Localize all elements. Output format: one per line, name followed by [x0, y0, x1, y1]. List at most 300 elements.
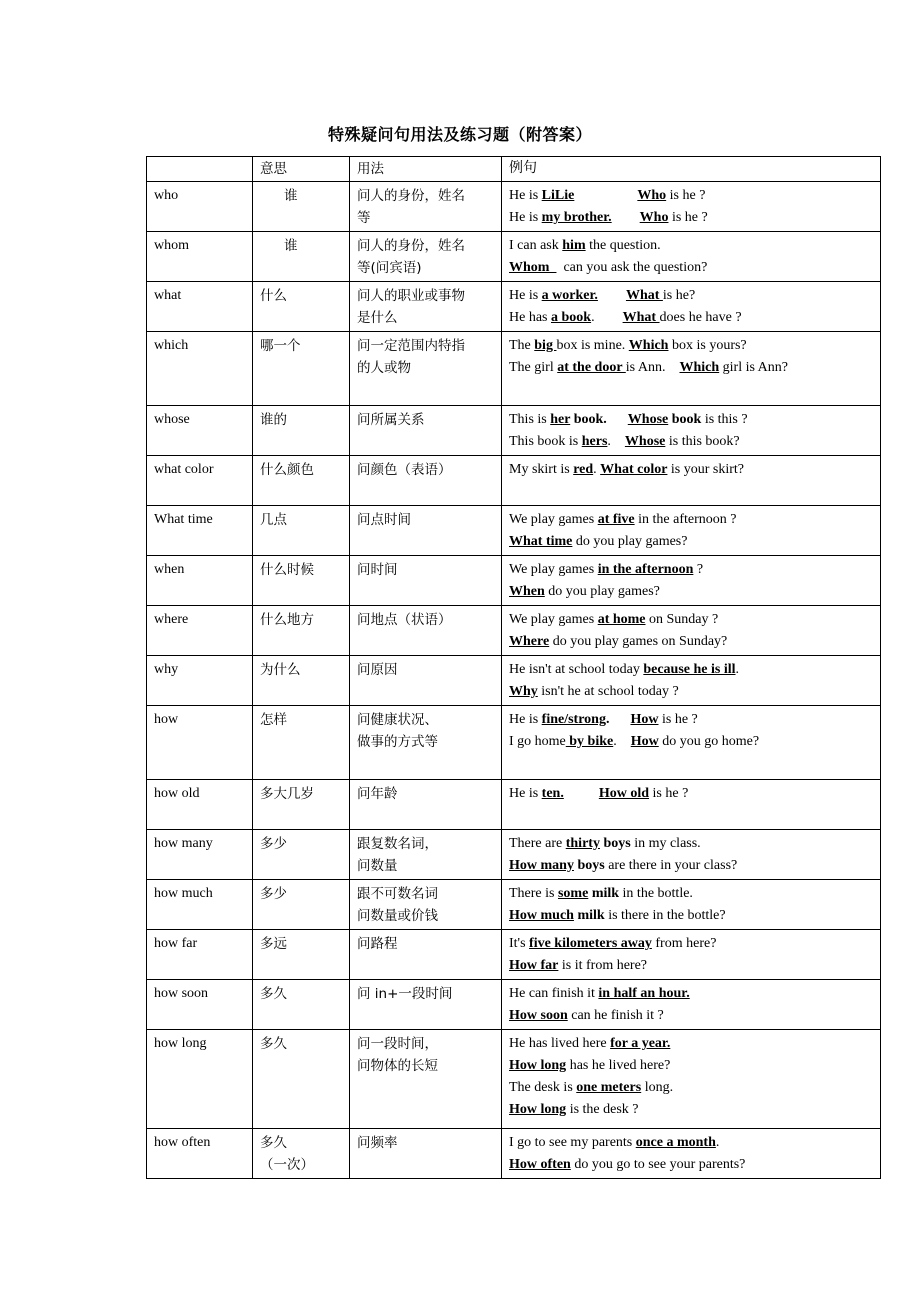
example-text: in the bottle. [619, 886, 693, 901]
usage-line: 问 in+一段时间 [357, 986, 453, 1002]
example-sentence [509, 459, 873, 481]
example-sentence [509, 285, 873, 307]
usage-cell [350, 706, 502, 780]
question-word: who [147, 182, 253, 232]
usage-line: 问时间 [357, 562, 398, 578]
meaning-text: 多久 [260, 1036, 287, 1052]
example-sentence [509, 1077, 873, 1099]
example-text: . [715, 1135, 720, 1150]
example-sentence [509, 855, 873, 877]
example-text: He has lived here [509, 1036, 611, 1051]
usage-line: 问地点（状语） [357, 612, 452, 628]
example-sentence [509, 955, 873, 977]
example-text: is this ? [701, 412, 748, 427]
meaning-text: 什么颜色 [260, 462, 314, 478]
answer-highlight: Whose [624, 434, 666, 449]
table-row [147, 406, 881, 456]
meaning-text: 谁 [284, 188, 298, 204]
answer-highlight: thirty [565, 836, 600, 851]
question-word: where [147, 606, 253, 656]
example-sentence [509, 409, 873, 431]
meaning-text: 怎样 [260, 712, 287, 728]
question-word: how [147, 706, 253, 780]
example-cell [502, 980, 881, 1030]
question-word: what [147, 282, 253, 332]
header-cell: 意思 [253, 157, 350, 182]
example-text: He is [509, 288, 542, 303]
example-cell [502, 606, 881, 656]
question-word: whose [147, 406, 253, 456]
answer-highlight: Which [628, 338, 669, 353]
example-text: is he ? [658, 712, 698, 727]
answer-highlight: red [573, 462, 594, 477]
answer-highlight: Whom [509, 260, 557, 275]
page-title: 特殊疑问句用法及练习题（附答案） [327, 125, 592, 144]
meaning-cell [253, 1030, 350, 1129]
example-cell [502, 556, 881, 606]
example-text: is this book? [665, 434, 740, 449]
example-text: is the desk ? [566, 1102, 639, 1117]
example-text: milk [573, 908, 605, 923]
table-row [147, 1030, 881, 1129]
meaning-cell [253, 830, 350, 880]
example-sentence [509, 883, 873, 905]
answer-highlight: for a year. [610, 1036, 671, 1051]
example-text: . [591, 310, 623, 325]
answer-highlight: How long [509, 1102, 567, 1117]
example-cell [502, 780, 881, 830]
usage-line: 问人的身份，姓名 [357, 238, 465, 254]
example-cell [502, 1129, 881, 1179]
example-sentence [509, 833, 873, 855]
example-text: The [509, 338, 535, 353]
example-cell [502, 506, 881, 556]
answer-highlight: at the door [557, 360, 626, 375]
answer-highlight: Who [639, 210, 669, 225]
usage-cell [350, 182, 502, 232]
example-text: is it from here? [558, 958, 648, 973]
usage-cell [350, 980, 502, 1030]
meaning-text: 几点 [260, 512, 287, 528]
usage-line: 问颜色（表语） [357, 462, 452, 478]
example-sentence [509, 681, 873, 703]
answer-highlight: her [550, 412, 571, 427]
answer-highlight: What [625, 288, 663, 303]
answer-highlight: him [562, 238, 586, 253]
meaning-cell [253, 1129, 350, 1179]
example-text: can you ask the question? [556, 260, 708, 275]
example-cell [502, 656, 881, 706]
table-row [147, 556, 881, 606]
usage-line: 等 [357, 210, 371, 226]
example-text: It's [509, 936, 530, 951]
usage-cell [350, 656, 502, 706]
table-row [147, 282, 881, 332]
question-word: how often [147, 1129, 253, 1179]
usage-line: 问一定范围内特指 [357, 338, 465, 354]
example-text: boys [573, 858, 605, 873]
example-text: are there in your class? [604, 858, 738, 873]
answer-highlight: How old [598, 786, 650, 801]
usage-line: 问一段时间， [357, 1036, 438, 1052]
example-text: book [668, 412, 702, 427]
answer-highlight: How many [509, 858, 574, 873]
answer-highlight: Who [637, 188, 667, 203]
example-text: . [607, 434, 625, 449]
example-sentence [509, 659, 873, 681]
usage-cell [350, 556, 502, 606]
example-text: He is [509, 712, 542, 727]
answer-highlight: How [630, 734, 659, 749]
example-text: This book is [509, 434, 582, 449]
table-row [147, 830, 881, 880]
example-text: My skirt is [509, 462, 574, 477]
example-text: is your skirt? [667, 462, 745, 477]
answer-highlight: my brother. [541, 210, 612, 225]
answer-highlight: big [534, 338, 557, 353]
meaning-cell [253, 232, 350, 282]
example-text: milk [588, 886, 620, 901]
question-word: why [147, 656, 253, 706]
usage-line: 问人的职业或事物 [357, 288, 465, 304]
question-word: how many [147, 830, 253, 880]
header-row [147, 157, 881, 182]
example-text: the question. [585, 238, 661, 253]
usage-cell [350, 406, 502, 456]
table-row [147, 182, 881, 232]
answer-highlight: How far [509, 958, 559, 973]
table-row [147, 930, 881, 980]
example-text: on Sunday ? [645, 612, 719, 627]
example-text: . [735, 662, 740, 677]
answer-highlight: in the afternoon [597, 562, 694, 577]
example-text: box is mine. [556, 338, 629, 353]
usage-cell [350, 232, 502, 282]
example-sentence [509, 559, 873, 581]
table-row [147, 456, 881, 506]
usage-line: 问路程 [357, 936, 398, 952]
usage-cell [350, 1030, 502, 1129]
example-text: . [593, 462, 601, 477]
example-sentence [509, 1033, 873, 1055]
example-text: do you play games? [544, 584, 660, 599]
meaning-cell [253, 556, 350, 606]
example-sentence [509, 609, 873, 631]
example-text [598, 288, 626, 303]
example-text: ? [693, 562, 704, 577]
example-text: He is [509, 210, 542, 225]
header-cell: 例句 [502, 157, 881, 182]
question-word: which [147, 332, 253, 406]
example-text: is he ? [666, 188, 706, 203]
example-text: has he lived here? [566, 1058, 671, 1073]
answer-highlight: How often [509, 1157, 571, 1172]
answer-highlight: What color [600, 462, 668, 477]
meaning-text: 多大几岁 [260, 786, 314, 802]
example-text: He is [509, 786, 542, 801]
example-sentence [509, 431, 873, 453]
usage-line: 问原因 [357, 662, 398, 678]
table-row [147, 606, 881, 656]
answer-highlight: ten. [541, 786, 564, 801]
question-word: whom [147, 232, 253, 282]
table-row [147, 506, 881, 556]
example-text: He has [509, 310, 551, 325]
example-text: box is yours? [668, 338, 747, 353]
example-text [612, 210, 640, 225]
table-row [147, 880, 881, 930]
answer-highlight: How long [509, 1058, 567, 1073]
answer-highlight: fine/strong [541, 712, 606, 727]
example-text: is there in the bottle? [604, 908, 726, 923]
example-cell [502, 830, 881, 880]
example-text: can he finish it ? [567, 1008, 664, 1023]
meaning-text: 多少 [260, 836, 287, 852]
meaning-text: 哪一个 [260, 338, 301, 354]
example-text: There is [509, 886, 558, 901]
usage-cell [350, 830, 502, 880]
usage-line: 的人或物 [357, 360, 411, 376]
example-text: He isn't at school today [509, 662, 644, 677]
meaning-text: 谁 [284, 238, 298, 254]
meaning-cell [253, 606, 350, 656]
example-sentence [509, 783, 873, 805]
example-sentence [509, 1132, 873, 1154]
example-text: . [613, 734, 631, 749]
table-row [147, 980, 881, 1030]
example-sentence [509, 257, 873, 279]
usage-cell [350, 332, 502, 406]
meaning-cell [253, 282, 350, 332]
example-sentence [509, 357, 873, 379]
example-text: girl is Ann? [719, 360, 789, 375]
table-row [147, 1129, 881, 1179]
usage-cell [350, 1129, 502, 1179]
example-sentence [509, 335, 873, 357]
meaning-text: 谁的 [260, 412, 287, 428]
question-words-table [146, 156, 881, 1179]
answer-highlight: one meters [576, 1080, 642, 1095]
usage-line: 做事的方式等 [357, 734, 438, 750]
table-row [147, 706, 881, 780]
question-word: What time [147, 506, 253, 556]
meaning-text: 什么时候 [260, 562, 314, 578]
example-text: isn't he at school today ? [537, 684, 679, 699]
usage-line: 跟不可数名词 [357, 886, 438, 902]
example-text [574, 188, 637, 203]
meaning-cell [253, 880, 350, 930]
example-sentence [509, 1099, 873, 1121]
example-text: I can ask [509, 238, 563, 253]
meaning-cell [253, 406, 350, 456]
question-word: when [147, 556, 253, 606]
answer-highlight: How [630, 712, 659, 727]
example-text: I go home [509, 734, 566, 749]
usage-line: 问物体的长短 [357, 1058, 438, 1074]
answer-highlight: How much [509, 908, 574, 923]
meaning-cell [253, 456, 350, 506]
answer-highlight: because he is ill [643, 662, 736, 677]
table-row [147, 780, 881, 830]
usage-line: 问所属关系 [357, 412, 425, 428]
question-word: how long [147, 1030, 253, 1129]
table-row [147, 232, 881, 282]
meaning-text: 多远 [260, 936, 287, 952]
example-text [607, 412, 628, 427]
usage-cell [350, 506, 502, 556]
answer-highlight: When [509, 584, 545, 599]
example-sentence [509, 509, 873, 531]
meaning-text: 什么 [260, 288, 287, 304]
example-text: do you play games on Sunday? [549, 634, 728, 649]
meaning-cell [253, 930, 350, 980]
table-row [147, 332, 881, 406]
question-word: how old [147, 780, 253, 830]
answer-highlight: What time [509, 534, 573, 549]
usage-line: 是什么 [357, 310, 398, 326]
answer-highlight: What [622, 310, 660, 325]
answer-highlight: some [557, 886, 589, 901]
answer-highlight: five kilometers away [529, 936, 652, 951]
answer-highlight: Where [509, 634, 550, 649]
example-text: He is [509, 188, 542, 203]
example-sentence [509, 531, 873, 553]
usage-cell [350, 780, 502, 830]
example-cell [502, 706, 881, 780]
answer-highlight: LiLie [541, 188, 575, 203]
example-text: do you play games? [572, 534, 688, 549]
example-cell [502, 880, 881, 930]
answer-highlight: Whose [627, 412, 669, 427]
example-text: book. [570, 412, 607, 427]
answer-highlight: by bike [565, 734, 614, 749]
usage-line: 问年龄 [357, 786, 398, 802]
example-sentence [509, 709, 873, 731]
answer-highlight: Why [509, 684, 538, 699]
answer-highlight: hers [581, 434, 608, 449]
example-cell [502, 456, 881, 506]
example-text: The desk is [509, 1080, 577, 1095]
example-text: I go to see my parents [509, 1135, 636, 1150]
example-text: long. [641, 1080, 674, 1095]
meaning-cell [253, 182, 350, 232]
meaning-text: 为什么 [260, 662, 301, 678]
question-word: how much [147, 880, 253, 930]
example-text: in the afternoon ? [634, 512, 737, 527]
example-text: is he ? [649, 786, 689, 801]
example-sentence [509, 905, 873, 927]
meaning-cell [253, 656, 350, 706]
answer-highlight: in half an hour. [598, 986, 690, 1001]
example-cell [502, 332, 881, 406]
usage-cell [350, 880, 502, 930]
example-sentence [509, 235, 873, 257]
example-text: We play games [509, 562, 598, 577]
example-text: do you go to see your parents? [570, 1157, 746, 1172]
answer-highlight: a book [551, 310, 592, 325]
usage-line: 等(问宾语) [357, 260, 422, 276]
example-text: does he have ? [659, 310, 742, 325]
example-sentence [509, 983, 873, 1005]
example-cell [502, 1030, 881, 1129]
example-cell [502, 282, 881, 332]
example-sentence [509, 307, 873, 329]
usage-line: 问健康状况、 [357, 712, 438, 728]
example-text: boys [599, 836, 631, 851]
example-text: is he ? [668, 210, 708, 225]
example-sentence [509, 731, 873, 753]
meaning-text: 多久 [260, 986, 287, 1002]
usage-line: 问数量或价钱 [357, 908, 438, 924]
example-cell [502, 406, 881, 456]
example-text: do you go home? [658, 734, 760, 749]
meaning-text: 多久 （一次） [260, 1135, 314, 1173]
table-row [147, 656, 881, 706]
usage-cell [350, 282, 502, 332]
example-sentence [509, 185, 873, 207]
question-word: how far [147, 930, 253, 980]
example-cell [502, 232, 881, 282]
example-text: in my class. [630, 836, 701, 851]
example-sentence [509, 581, 873, 603]
example-text: is he? [662, 288, 696, 303]
example-sentence [509, 1055, 873, 1077]
meaning-cell [253, 780, 350, 830]
usage-line: 问数量 [357, 858, 398, 874]
usage-cell [350, 456, 502, 506]
example-text: We play games [509, 612, 598, 627]
example-sentence [509, 933, 873, 955]
example-text: from here? [651, 936, 717, 951]
usage-line: 问人的身份，姓名 [357, 188, 465, 204]
example-text: is Ann. [625, 360, 680, 375]
example-text [564, 786, 599, 801]
example-text [609, 712, 630, 727]
example-text: . [605, 712, 610, 727]
answer-highlight: at home [597, 612, 646, 627]
answer-highlight: How soon [509, 1008, 568, 1023]
header-cell [147, 157, 253, 182]
meaning-cell [253, 980, 350, 1030]
example-sentence [509, 1154, 873, 1176]
usage-line: 问频率 [357, 1135, 398, 1151]
example-sentence [509, 207, 873, 229]
example-text: This is [509, 412, 551, 427]
header-cell: 用法 [350, 157, 502, 182]
answer-highlight: Which [679, 360, 720, 375]
example-text: The girl [509, 360, 558, 375]
answer-highlight: a worker. [541, 288, 598, 303]
usage-line: 问点时间 [357, 512, 411, 528]
answer-highlight: once a month [635, 1135, 716, 1150]
meaning-cell [253, 332, 350, 406]
usage-cell [350, 930, 502, 980]
example-cell [502, 182, 881, 232]
question-word: what color [147, 456, 253, 506]
answer-highlight: at five [597, 512, 635, 527]
example-text: We play games [509, 512, 598, 527]
example-sentence [509, 1005, 873, 1027]
meaning-cell [253, 706, 350, 780]
meaning-cell [253, 506, 350, 556]
question-word: how soon [147, 980, 253, 1030]
example-text: He can finish it [509, 986, 599, 1001]
example-cell [502, 930, 881, 980]
example-sentence [509, 631, 873, 653]
meaning-text: 多少 [260, 886, 287, 902]
example-text: There are [509, 836, 566, 851]
usage-cell [350, 606, 502, 656]
